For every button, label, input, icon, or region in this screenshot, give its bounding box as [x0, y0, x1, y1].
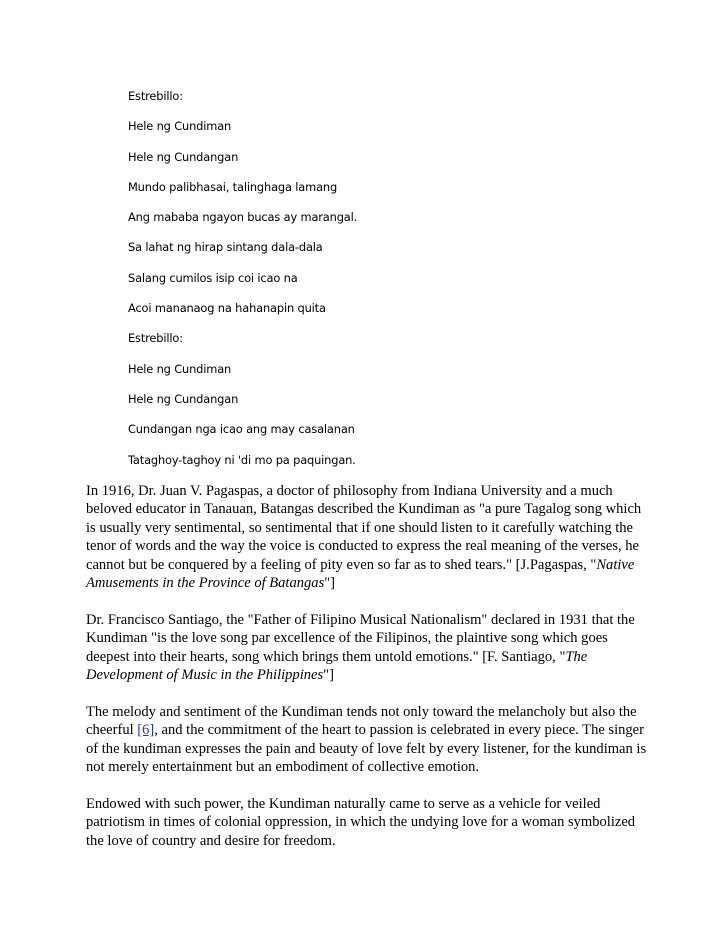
lyric-line: Salang cumilos isip coi icao na: [128, 270, 298, 285]
lyric-line: Cundangan nga icao ang may casalanan: [128, 422, 355, 437]
text-line: [86, 556, 646, 574]
lyric-line: Acoi mananaog na hahanapin quita: [128, 301, 326, 316]
text-line: Endowed with such power, the Kundiman naturally came to serve as a vehicle for veiled: [86, 795, 601, 812]
lyric-line: Hele ng Cundangan: [128, 391, 239, 406]
citation-title: Amusements in the Province of Batangas: [86, 575, 325, 592]
lyric-line: Hele ng Cundiman: [128, 119, 232, 134]
text-segment: "]: [323, 667, 334, 684]
lyric-line: Sa lahat ng hirap sintang dala-dala: [128, 240, 323, 255]
text-line: [86, 574, 646, 592]
text-line: is usually very sentimental, so sentimental that if one should listen to it carefully watching the: [86, 519, 634, 536]
lyric-line: Tataghoy-taghoy ni 'di mo pa paquingan.: [128, 452, 356, 467]
text-line: not merely entertainment but an embodiment of collective emotion.: [86, 759, 480, 776]
text-segment: , and the commitment of the heart to passion is celebrated in every piece. The singer: [154, 722, 644, 739]
text-line: [86, 666, 646, 684]
text-line: of the kundiman expresses the pain and beauty of love felt by every listener, for the kundiman is: [86, 740, 647, 757]
text-line: The melody and sentiment of the Kundiman tends not only toward the melancholy but also the: [86, 703, 637, 720]
song-lyrics: [128, 81, 357, 475]
paragraph-pagaspas: [86, 482, 646, 592]
text-line: patriotism in times of colonial oppression, in which the undying love for a woman symbolized: [86, 814, 636, 831]
lyric-line: Ang mababa ngayon bucas ay marangal.: [128, 210, 358, 225]
text-segment: cannot but be conquered by a feeling of pity even so far as to shed tears." [J.Pagaspas, ": [86, 556, 597, 573]
lyric-line: Hele ng Cundangan: [128, 149, 239, 164]
lyric-line: Mundo palibhasai, talinghaga lamang: [128, 179, 338, 194]
citation-title: Development of Music in the Philippines: [86, 667, 324, 684]
paragraph-santiago: [86, 611, 646, 685]
text-line: Dr. Francisco Santiago, the "Father of Filipino Musical Nationalism" declared in 1931 that the: [86, 611, 635, 628]
body-text: [86, 482, 646, 868]
text-segment: "]: [324, 575, 336, 592]
paragraph-melody: [86, 703, 646, 777]
footnote-link[interactable]: [6]: [137, 722, 155, 739]
text-line: [86, 648, 646, 666]
citation-title: Native: [596, 556, 635, 573]
lyric-line: Hele ng Cundiman: [128, 361, 232, 376]
text-segment: cheerful: [86, 722, 138, 739]
text-line: In 1916, Dr. Juan V. Pagaspas, a doctor of philosophy from Indiana University and a much: [86, 483, 613, 499]
text-line: the love of country and desire for freedom.: [86, 832, 336, 849]
text-line: Kundiman "is the love song par excellence of the Filipinos, the plaintive song which goes: [86, 630, 608, 647]
citation-title: The: [565, 648, 588, 665]
text-line: [86, 721, 646, 739]
paragraph-patriotism: [86, 795, 646, 850]
text-line: beloved educator in Tanauan, Batangas described the Kundiman as "a pure Tagalog song which: [86, 501, 642, 518]
text-segment: deepest into their hearts, song which brings them untold emotions." [F. Santiago, ": [86, 648, 566, 665]
text-line: tenor of words and the way the voice is conducted to express the real meaning of the verses, he: [86, 538, 640, 555]
lyric-line: Estrebillo:: [128, 331, 183, 346]
lyric-line: Estrebillo:: [128, 89, 183, 103]
